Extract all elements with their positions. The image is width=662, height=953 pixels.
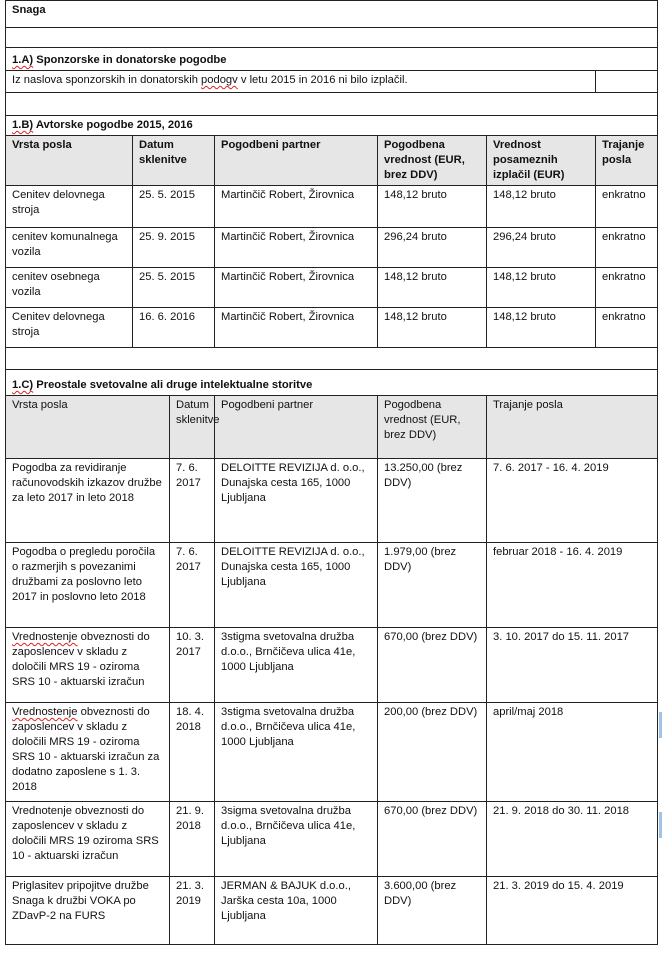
table-cell: februar 2018 - 16. 4. 2019 <box>487 543 658 628</box>
typo-word: Vrednostenje <box>12 706 78 718</box>
table-cell: 148,12 bruto <box>378 268 487 308</box>
table-cell: 21. 3. 2019 do 15. 4. 2019 <box>487 877 658 945</box>
table-cell: Cenitev delovnega stroja <box>6 186 133 228</box>
table-cell: 3sigma svetovalna družba d.o.o., Brnčičeva ulica 41e, Ljubljana <box>215 802 378 877</box>
table-row <box>6 877 658 945</box>
section-b-number: 1.B) <box>12 119 34 131</box>
section-a-heading <box>6 48 658 71</box>
section-b-header-row <box>6 136 658 186</box>
table-row <box>6 628 658 703</box>
table-cell: Cenitev delovnega stroja <box>6 308 133 348</box>
table-row <box>6 186 658 228</box>
table-row <box>6 703 658 802</box>
section-b-heading-row <box>6 116 658 136</box>
spacer-row <box>6 93 658 116</box>
table-cell: 1.979,00 (brez DDV) <box>378 543 487 628</box>
typo-word: Vrednostenje <box>12 631 78 643</box>
section-c-header-row <box>6 396 658 459</box>
section-b-title: Avtorske pogodbe 2015, 2016 <box>35 119 193 131</box>
section-a-heading-row <box>6 48 658 71</box>
table-cell: Pogodba za revidiranje računovodskih izkazov družbe za leto 2017 in leto 2018 <box>6 459 170 543</box>
table-cell: Priglasitev pripojitve družbe Snaga k družbi VOKA po ZDavP-2 na FURS <box>6 877 170 945</box>
table-cell: Martinčič Robert, Žirovnica <box>215 268 378 308</box>
table-cell: 21. 9. 2018 do 30. 11. 2018 <box>487 802 658 877</box>
section-a-title: Sponzorske in donatorske pogodbe <box>36 54 227 66</box>
table-cell: 7. 6. 2017 <box>170 459 215 543</box>
table-cell: 3. 10. 2017 do 15. 11. 2017 <box>487 628 658 703</box>
table-cell: 7. 6. 2017 - 16. 4. 2019 <box>487 459 658 543</box>
table-cell: 296,24 bruto <box>487 228 596 268</box>
table-cell: 25. 9. 2015 <box>133 228 215 268</box>
section-a-empty-cell <box>596 71 658 93</box>
table-cell: Vrednotenje obveznosti do zaposlencev v skladu z določili MRS 19 oziroma SRS 10 - aktuarski izračun <box>6 802 170 877</box>
table-row <box>6 308 658 348</box>
table-cell: enkratno <box>596 228 658 268</box>
document-table <box>5 0 658 945</box>
table-cell: 3stigma svetovalna družba d.o.o., Brnčičeva ulica 41e, 1000 Ljubljana <box>215 628 378 703</box>
table-cell: 21. 3. 2019 <box>170 877 215 945</box>
table-cell: 25. 5. 2015 <box>133 268 215 308</box>
table-cell: 148,12 bruto <box>487 186 596 228</box>
table-cell: cenitev osebnega vozila <box>6 268 133 308</box>
document-title: Snaga <box>6 1 658 28</box>
section-a-number: 1.A) <box>12 54 34 66</box>
section-b-col-vrsta-posla: Vrsta posla <box>6 136 133 186</box>
table-cell: Vrednostenje obveznosti do zaposlencev v skladu z določili MRS 19 - oziroma SRS 10 - aktuarski izračun za dodatno zaposlene s 1. 3. 2018 <box>6 703 170 802</box>
table-cell: Martinčič Robert, Žirovnica <box>215 228 378 268</box>
table-cell: enkratno <box>596 268 658 308</box>
table-row <box>6 459 658 543</box>
table-cell: 16. 6. 2016 <box>133 308 215 348</box>
table-cell: 3stigma svetovalna družba d.o.o., Brnčičeva ulica 41e, 1000 Ljubljana <box>215 703 378 802</box>
table-cell: 10. 3. 2017 <box>170 628 215 703</box>
section-b-heading <box>6 116 658 136</box>
table-cell: 21. 9. 2018 <box>170 802 215 877</box>
table-row <box>6 802 658 877</box>
table-cell: Pogodba o pregledu poročila o razmerjih s povezanimi družbami za poslovno leto 2017 in poslovno leto 2018 <box>6 543 170 628</box>
section-c-col-trajanje-posla: Trajanje posla <box>487 396 658 459</box>
table-cell: DELOITTE REVIZIJA d. o.o., Dunajska cesta 165, 1000 Ljubljana <box>215 543 378 628</box>
table-cell: 18. 4. 2018 <box>170 703 215 802</box>
spacer-row <box>6 348 658 370</box>
title-row <box>6 1 658 28</box>
table-cell: 148,12 bruto <box>378 308 487 348</box>
typo-word: podogv <box>201 74 238 86</box>
section-a-text: Iz naslova sponzorskih in donatorskih podogv v letu 2015 in 2016 ni bilo izplačil. <box>6 71 596 93</box>
section-c-col-datum-sklenitve: Datum sklenitve <box>170 396 215 459</box>
table-row <box>6 543 658 628</box>
section-c-title: Preostale svetovalne ali druge intelektualne storitve <box>36 379 313 391</box>
table-cell: 13.250,00 (brez DDV) <box>378 459 487 543</box>
table-cell: enkratno <box>596 186 658 228</box>
table-cell: Martinčič Robert, Žirovnica <box>215 308 378 348</box>
table-cell: 200,00 (brez DDV) <box>378 703 487 802</box>
section-c-heading <box>6 370 658 396</box>
table-cell: cenitev komunalnega vozila <box>6 228 133 268</box>
table-cell: Vrednostenje obveznosti do zaposlencev v skladu z določili MRS 19 - oziroma SRS 10 - aktuarski izračun <box>6 628 170 703</box>
section-c-col-vrsta-posla: Vrsta posla <box>6 396 170 459</box>
section-b-col-trajanje-posla: Trajanje posla <box>596 136 658 186</box>
table-cell: 296,24 bruto <box>378 228 487 268</box>
document-sheet <box>5 0 657 945</box>
table-row <box>6 268 658 308</box>
table-cell: Martinčič Robert, Žirovnica <box>215 186 378 228</box>
section-c-heading-row <box>6 370 658 396</box>
section-a-text-row <box>6 71 658 93</box>
table-cell: 670,00 (brez DDV) <box>378 628 487 703</box>
section-b-col-datum-sklenitve: Datum sklenitve <box>133 136 215 186</box>
table-row <box>6 228 658 268</box>
table-cell: JERMAN & BAJUK d.o.o., Jarška cesta 10a, 1000 Ljubljana <box>215 877 378 945</box>
section-c-col-pogodbena-vrednost-eur-brez-ddv: Pogodbena vrednost (EUR, brez DDV) <box>378 396 487 459</box>
table-cell: 148,12 bruto <box>487 308 596 348</box>
table-cell: 25. 5. 2015 <box>133 186 215 228</box>
section-c-col-pogodbeni-partner: Pogodbeni partner <box>215 396 378 459</box>
section-c-number: 1.C) <box>12 379 34 391</box>
table-cell: 3.600,00 (brez DDV) <box>378 877 487 945</box>
table-cell: 148,12 bruto <box>378 186 487 228</box>
section-b-col-vrednost-posameznih-izplacil-eur: Vrednost posameznih izplačil (EUR) <box>487 136 596 186</box>
table-cell: april/maj 2018 <box>487 703 658 802</box>
table-cell: DELOITTE REVIZIJA d. o.o., Dunajska cesta 165, 1000 Ljubljana <box>215 459 378 543</box>
table-cell: enkratno <box>596 308 658 348</box>
table-cell: 670,00 (brez DDV) <box>378 802 487 877</box>
table-cell: 7. 6. 2017 <box>170 543 215 628</box>
table-cell: 148,12 bruto <box>487 268 596 308</box>
spacer-row <box>6 28 658 48</box>
section-b-col-pogodbeni-partner: Pogodbeni partner <box>215 136 378 186</box>
section-b-col-pogodbena-vrednost-eur-brez-ddv: Pogodbena vrednost (EUR, brez DDV) <box>378 136 487 186</box>
